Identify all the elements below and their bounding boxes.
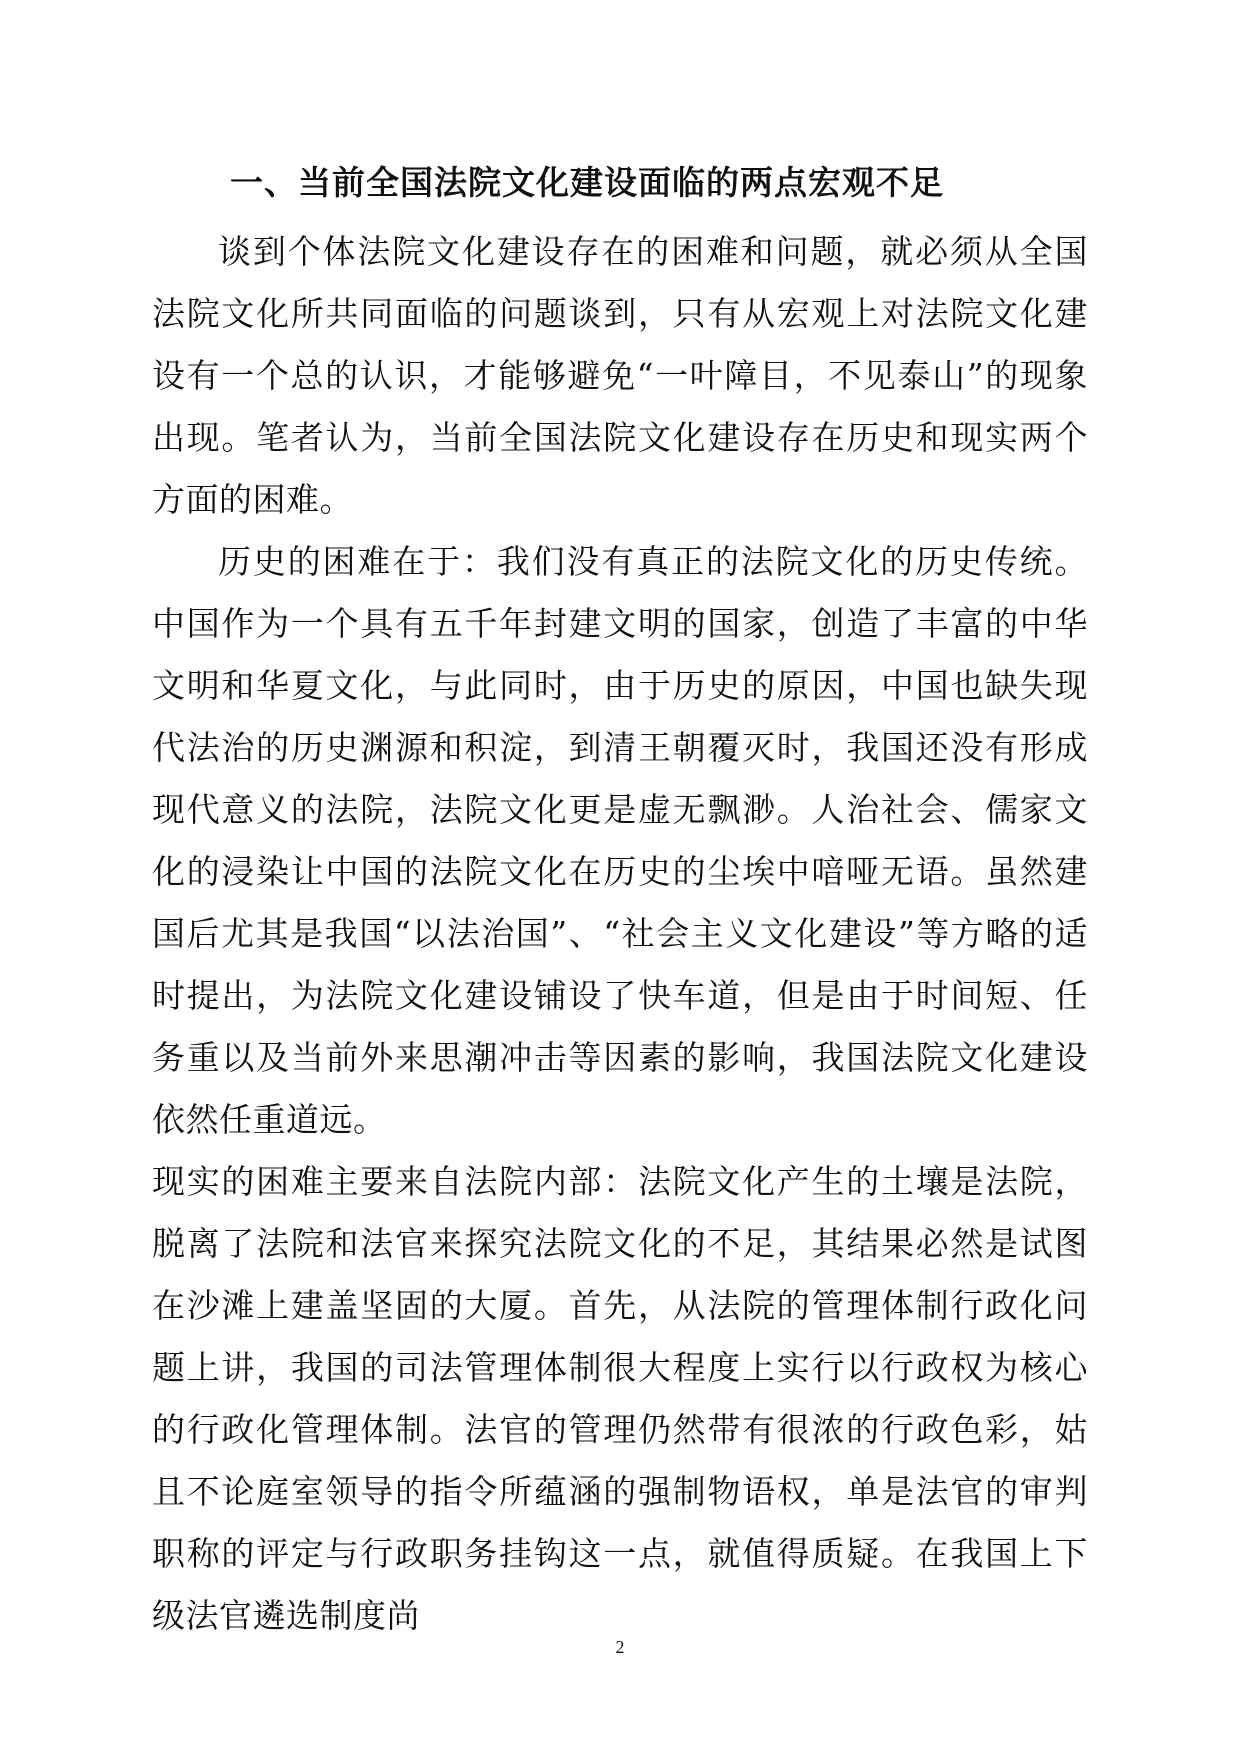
paragraph-3: 现实的困难主要来自法院内部：法院文化产生的土壤是法院，脱离了法院和法官来探究法院文化的不足，其结果必然是试图在沙滩上建盖坚固的大厦。首先，从法院的管理体制行政化问题上讲，我国的司法管理体制很大程度上实行以行政权为核心的行政化管理体制。法官的管理仍然带有很浓的行政色彩，姑且不论庭室领导的指令所蕴涵的强制物语权，单是法官的审判职称的评定与行政职务挂钩这一点，就值得质疑。在我国上下级法官遴选制度尚 [152, 1162, 1088, 1635]
section-heading: 一、当前全国法院文化建设面临的两点宏观不足 [230, 163, 944, 202]
paragraph-2: 历史的困难在于：我们没有真正的法院文化的历史传统。中国作为一个具有五千年封建文明的国家，创造了丰富的中华文明和华夏文化，与此同时，由于历史的原因，中国也缺失现代法治的历史渊源和积淀，到清王朝覆灭时，我国还没有形成现代意义的法院，法院文化更是虚无飘渺。人治社会、儒家文化的浸染让中国的法院文化在历史的尘埃中喑哑无语。虽然建国后尤其是我国“以法治国”、“社会主义文化建设”等方略的适时提出，为法院文化建设铺设了快车道，但是由于时间短、任务重以及当前外来思潮冲击等因素的影响，我国法院文化建设依然任重道远。 [152, 542, 1088, 1139]
paragraph-1: 谈到个体法院文化建设存在的困难和问题，就必须从全国法院文化所共同面临的问题谈到，只有从宏观上对法院文化建设有一个总的认识，才能够避免“一叶障目，不见泰山”的现象出现。笔者认为，当前全国法院文化建设存在历史和现实两个方面的困难。 [152, 232, 1088, 519]
page-number: 2 [615, 1637, 625, 1657]
body-text [152, 221, 1088, 1647]
